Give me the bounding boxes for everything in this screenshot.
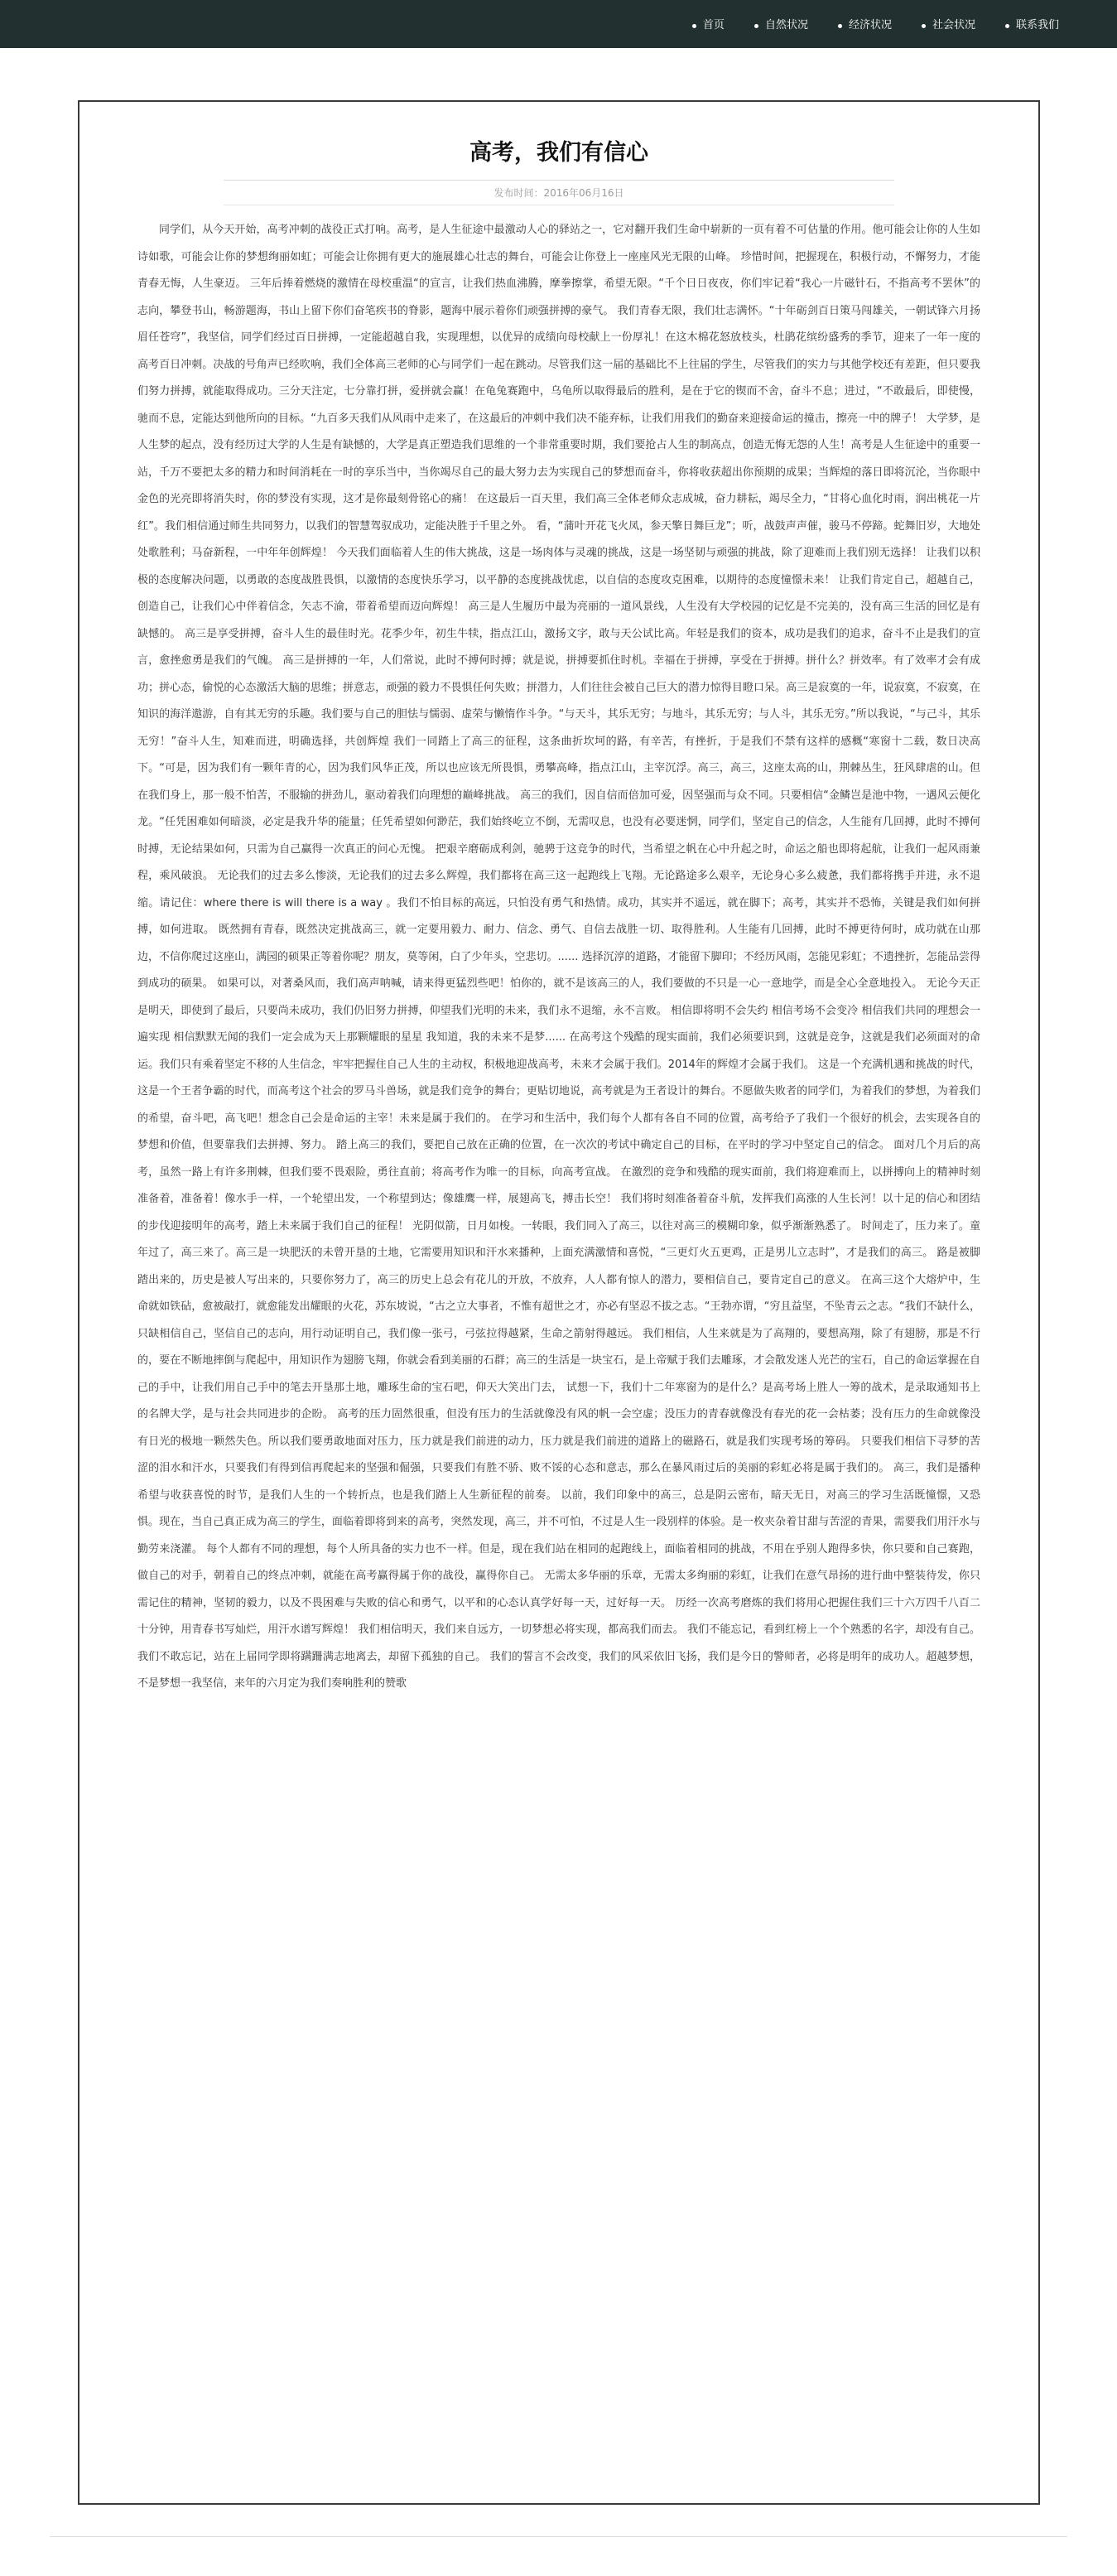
article-paragraph: 同学们，从今天开始，高考冲刺的战役正式打响。高考，是人生征途中最激动人心的驿站之一，它对翻开我们生命中崭新的一页有着不可估量的作用。他可能会让你的人生如诗如歌，可能会让你的梦想绚丽如虹；可能会让你拥有更大的施展雄心壮志的舞台，可能会让你登上一座座风光无限的山峰。 珍惜时间，把握现在，积极行动，不懈努力，才能青春无悔，人生豪迈。 三年后捧着燃烧的激情在母校重温“的宣言，让我们热血沸腾，摩拳擦掌，希望无限。“千个日日夜夜，你们牢记着“我心一片磁针石，不指高考不罢休”的志向，攀登书山，畅游题海，书山上留下你们奋笔疾书的脊影，题海中展示着你们顽强拼搏的豪气。 我们青春无限，我们壮志满怀。“十年砺剑百日策马闯雄关，一朝试锋六月扬眉任苍穹”，我坚信，同学们经过百日拼搏，一定能超越自我，实现理想，以优异的成绩向母校献上一份厚礼！在这木棉花怒放枝头，杜鹃花缤纷盛秀的季节，迎来了一年一度的高考百日冲刺。决战的号角声已经吹响，我们全体高三老师的心与同学们一起在跳动。尽管我们这一届的基础比不上往届的学生，尽管我们的实力与其他学校还有差距，但只要我们努力拼搏，就能取得成功。三分天注定，七分靠打拼，爱拼就会赢！在龟兔赛跑中，乌龟所以取得最后的胜利，是在于它的锲而不舍，奋斗不息；进过，“不敢最后，即使慢，驰而不息，定能达到他所向的目标。“九百多天我们从风雨中走来了，在这最后的冲刺中我们决不能弃标，让我们用我们的勤奋来迎接命运的撞击，擦亮一中的牌子！ 大学梦，是人生梦的起点，没有经历过大学的人生是有缺憾的，大学是真正塑造我们思维的一个非常重要时期，我们要抢占人生的制高点，创造无悔无怨的人生！高考是人生征途中的重要一站，千万不要把太多的精力和时间消耗在一时的享乐当中，当你竭尽自己的最大努力去为实现自己的梦想而奋斗，你将收获超出你预期的成果；当辉煌的落日即将沉沦，当你眼中金色的光亮即将消失时，你的梦没有实现，这才是你最刻骨铭心的痛！ 在这最后一百天里，我们高三全体老师众志成城，奋力耕耘，竭尽全力，“甘将心血化时雨，润出桃花一片红”。我们相信通过师生共同努力，以我们的智慧驾驭成功，定能决胜于千里之外。 看，“蒲叶开花飞火凤，参天擎日舞巨龙”；听，战鼓声声催，骏马不停蹄。蛇舞旧岁，大地处处歌胜利；马奋新程，一中年年创辉煌！ 今天我们面临着人生的伟大挑战，这是一场肉体与灵魂的挑战，这是一场坚韧与顽强的挑战，除了迎难而上我们别无选择！ 让我们以积极的态度解决问题，以勇敢的态度战胜畏惧，以激情的态度快乐学习，以平静的态度挑战忧虑，以自信的态度攻克困难，以期待的态度憧憬未来！ 让我们肯定自己，超越自己，创造自己，让我们心中伴着信念，矢志不渝，带着希望而迈向辉煌！ 高三是人生履历中最为亮丽的一道风景线，人生没有大学校园的记忆是不完美的，没有高三生活的回忆是有缺憾的。 高三是享受拼搏，奋斗人生的最佳时光。花季少年，初生牛犊，指点江山，激扬文字，敢与天公试比高。年轻是我们的资本，成功是我们的追求，奋斗不止是我们的宣言，愈挫愈勇是我们的气魄。 高三是拼搏的一年，人们常说，此时不搏何时搏；就是说，拼搏要抓住时机。幸福在于拼搏，享受在于拼搏。拼什么？拼效率。有了效率才会有成功；拼心态，偷悦的心态激活大脑的思维；拼意志，顽强的毅力不畏惧任何失败；拼潜力，人们往往会被自己巨大的潜力惊得目瞪口呆。高三是寂寞的一年，说寂寞，不寂寞，在知识的海洋遨游，自有其无穷的乐趣。我们要与自己的胆怯与懦弱、虚荣与懒惰作斗争。“与天斗，其乐无穷；与地斗，其乐无穷；与人斗，其乐无穷。”所以我说，“与己斗，其乐无穷！”奋斗人生，知难而进，明确选择，共创辉煌 我们一同踏上了高三的征程，这条曲折坎坷的路，有辛苦，有挫折，于是我们不禁有这样的感概“寒窗十二载，数日决高下。“可是，因为我们有一颗年青的心，因为我们风华正茂，所以也应该无所畏惧，勇攀高峰，指点江山，主宰沉浮。高三，高三，这座太高的山，荆棘丛生，狂风肆虐的山。但在我们身上，那一般不怕苦，不服输的拼劲儿，驱动着我们向理想的巅峰挑战。 高三的我们，因自信而倍加可爱，因坚强而与众不同。只要相信“金鳞岂是池中物，一遇风云便化龙。“任凭困难如何暗淡，必定是我升华的能量；任凭希望如何渺茫，我们始终屹立不倒，无需叹息，也没有必要迷惘，同学们，坚定自己的信念，人生能有几回搏，此时不搏何时搏，无论结果如何，只需为自己赢得一次真正的问心无愧。 把艰辛磨砺成利剑，驰骋于这竞争的时代，当希望之帆在心中升起之时，命运之船也即将起航，让我们一起风雨兼程，乘风破浪。 无论我们的过去多么惨淡，无论我们的过去多么辉煌，我们都将在高三这一起跑线上飞翔。无论路途多么艰辛，无论身心多么疲惫，我们都将携手并进，永不退缩。请记住：where there is will there is a way 。我们不怕目标的高远，只怕没有勇气和热情。成功，其实并不遥远，就在脚下；高考，其实并不恐怖，关键是我们如何拼搏，如何进取。 既然拥有青春，既然决定挑战高三，就一定要用毅力、耐力、信念、勇气、自信去战胜一切、取得胜利。人生能有几回搏，此时不搏更待何时，成功就在山那边，不信你爬过这座山，满园的硕果正等着你呢？朋友，莫等闲，白了少年头，空悲切。...... 选择沉淳的道路，才能留下脚印；不经历风雨，怎能见彩虹；不遗挫折，怎能品尝得到成功的硕果。 如果可以，对著桑风而，我们高声呐喊，请来得更猛烈些吧！怕你的，就不是该高三的人，我们要做的不只是一心一意地学，而是全心全意地投入。 无论今天正是明天，即使到了最后，只要尚未成功，我们仍旧努力拼搏，仰望我们光明的未来，我们永不退缩，永不言败。 相信即将明不会失约 相信考场不会变冷 相信我们共同的理想会一遍实现 相信默默无闻的我们一定会成为天上那颗耀眼的星星 我知道，我的未来不是梦...... 在高考这个残酷的现实面前，我们必须要识到，这就是竞争，这就是我们必须面对的命运。我们只有乘着坚定不移的人生信念，牢牢把握住自己人生的主动权，积极地迎战高考，未来才会属于我们。2014年的辉煌才会属于我们。 这是一个充满机遇和挑战的时代，这是一个王者争霸的时代，而高考这个社会的罗马斗兽场，就是我们竞争的舞台；更贴切地说，高考就是为王者设计的舞台。不愿做失败者的同学们，为着我们的梦想，为着我们的希望，奋斗吧，高飞吧！想念自己会是命运的主宰！未来是属于我们的。 在学习和生活中，我们每个人都有各自不同的位置，高考给予了我们一个很好的机会，去实现各自的梦想和价值，但要靠我们去拼搏、努力。 踏上高三的我们，要把自己放在正确的位置，在一次次的考试中确定自己的目标，在平时的学习中坚定自己的信念。 面对几个月后的高考，虽然一路上有许多荆棘，但我们要不畏艰险，勇往直前；将高考作为唯一的目标，向高考宣战。 在激烈的竞争和残酷的现实面前，我们将迎难而上，以拼搏向上的精神时刻准备着，准备着！像水手一样，一个轮望出发，一个称望到达；像雄鹰一样，展翅高飞，搏击长空！ 我们将时刻准备着奋斗航，发挥我们高涨的人生长河！以十足的信心和团结的步伐迎接明年的高考，踏上未来属于我们自己的征程！ 光阴似箭，日月如梭。一转眼，我们同入了高三，以往对高三的模糊印象，似乎渐渐熟悉了。 时间走了，压力来了。童年过了，高三来了。高三是一块肥沃的未曾开垦的土地，它需要用知识和汗水来播种，上面充满激情和喜悦，“三更灯火五更鸡，正是男儿立志时”，才是我们的高三。 路是被脚踏出来的，历史是被人写出来的，只要你努力了，高三的历史上总会有花儿的开放，不放弃，人人都有惊人的潜力，要相信自己，要肯定自己的意义。 在高三这个大熔炉中，生命就如铁砧，愈被敲打，就愈能发出耀眼的火花，苏东坡说，“古之立大事者，不惟有超世之才，亦必有坚忍不拔之志。“王勃亦谓，“穷且益坚，不坠青云之志。“我们不缺什么，只缺相信自己，坚信自己的志向，用行动证明自己，我们像一张弓，弓弦拉得越紧，生命之箭射得越远。 我们相信，人生来就是为了高翔的，要想高翔，除了有翅膀，那是不行的，要在不断地摔倒与爬起中，用知识作为翅膀飞翔，你就会看到美丽的石群；高三的生活是一块宝石，是上帝赋于我们去雕琢，才会散发迷人光芒的宝石，自己的命运掌握在自己的手中，让我们用自己手中的笔去开垦那土地，雕琢生命的宝石吧，仰天大笑出门去， 试想一下，我们十二年寒窗为的是什么？是高考场上胜人一筹的战术，是录取通知书上的名牌大学，是与社会共同进步的企盼。 高考的压力固然很重，但没有压力的生活就像没有风的帆一会空虚；没压力的青春就像没有春光的花一会枯萎；没有压力的生命就像没有日光的极地一颗然失色。所以我们要勇敢地面对压力，压力就是我们前进的动力，压力就是我们前进的道路上的磁路石，就是我们实现考场的筹码。 只要我们相信下寻梦的苦涩的泪水和汗水，只要我们有得到信再爬起来的坚强和倔强，只要我们有胜不骄、败不馁的心态和意志，那么在暴风雨过后的美丽的彩虹必将是属于我们的。 高三，我们是播种希望与收获喜悦的时节，是我们人生的一个转折点，也是我们踏上人生新征程的前奏。 以前，我们印象中的高三，总是阴云密布，暗天无日，对高三的学习生活既憧憬，又恐惧。现在，当自己真正成为高三的学生，面临着即将到来的高考，突然发现，高三，并不可怕，不过是人生一段别样的体验。是一枚夹杂着甘甜与苦涩的青果，需要我们用汗水与勤劳来浇灌。 每个人都有不同的理想，每个人所具备的实力也不一样。但是，现在我们站在相同的起跑线上，面临着相同的挑战，不用在乎别人跑得多快，你只要和自己赛跑，做自己的对手，朝着自己的终点冲刺，就能在高考赢得属于你的战役，赢得你自己。 无需太多华丽的乐章，无需太多绚丽的彩虹，让我们在意气昂扬的进行曲中整装待发，你只需记住的精神，坚韧的毅力，以及不畏困难与失败的信心和勇气，以平和的心态认真学好每一天，过好每一天。 历经一次高考磨炼的我们将用心把握住我们三十六万四千八百二十分钟，用青春书写灿烂，用汗水谱写辉煌！ 我们相信明天，我们来自远方，一切梦想必将实现，都高我们而去。 我们不能忘记，看到红榜上一个个熟悉的名字，却没有自己。 我们不敢忘记，站在上届同学即将蹒跚满志地离去，却留下孤独的自己。 我们的誓言不会改变，我们的风采依旧飞扬，我们是今日的警师者，必将是明年的成功人。超越梦想，不是梦想一我坚信，来年的六月定为我们奏响胜利的赞歌 [137,224,980,1690]
nav-item-label: 联系我们 [1015,19,1059,31]
nav-item-label: 自然状况 [764,19,808,31]
bullet-icon [922,24,926,28]
article-container [78,100,1040,2505]
nav-item-home[interactable] [692,20,725,31]
nav-item-label: 首页 [702,19,725,31]
bullet-icon [754,24,758,28]
bullet-icon [838,24,842,28]
top-navigation-bar [0,0,1117,48]
bullet-icon [692,24,696,28]
publish-date: 发布时间：2016年06月16日 [494,187,624,199]
nav-item-natural-conditions[interactable] [754,20,808,31]
nav-item-economy[interactable] [838,20,892,31]
nav-item-label: 经济状况 [848,19,892,31]
main-nav [692,20,1059,31]
nav-item-society[interactable] [922,20,975,31]
article-body [137,217,980,1698]
footer-divider [50,2536,1067,2537]
bullet-icon [1005,24,1009,28]
nav-item-contact[interactable] [1005,20,1059,31]
article-title: 高考，我们有信心 [469,140,648,166]
nav-item-label: 社会状况 [932,19,975,31]
title-divider [224,180,894,181]
